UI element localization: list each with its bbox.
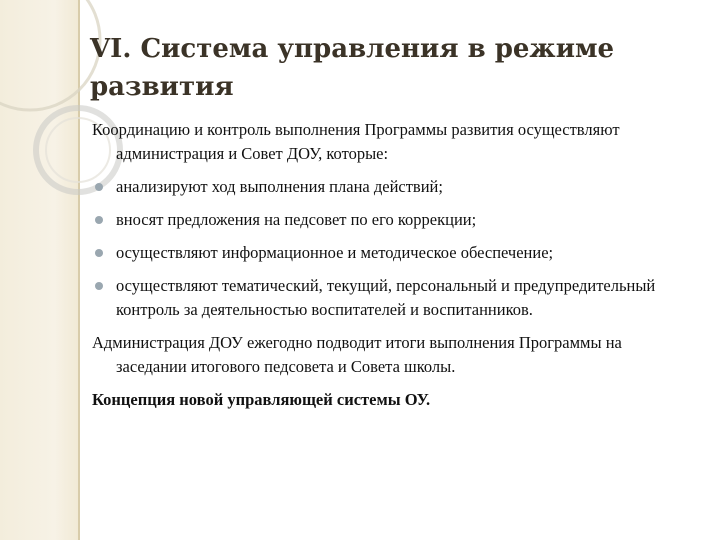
list-item-text: анализируют ход выполнения плана действий;	[116, 177, 443, 196]
bullet-icon	[95, 183, 103, 191]
bullet-icon	[95, 249, 103, 257]
slide-body	[92, 118, 692, 421]
list-item-text: осуществляют тематический, текущий, персональный и предупредительный контроль за деятельностью воспитателей и воспитанников.	[116, 276, 656, 319]
list-item	[92, 208, 692, 232]
intro-paragraph: Координацию и контроль выполнения Программы развития осуществляют администрация и Совет ДОУ, которые:	[92, 120, 620, 163]
slide-title: VI. Система управления в режиме развития	[90, 34, 615, 102]
list-item-text: вносят предложения на педсовет по его коррекции;	[116, 210, 477, 229]
concept-heading: Концепция новой управляющей системы ОУ.	[92, 390, 431, 409]
decorative-ring-large	[0, 0, 100, 110]
list-item-text: осуществляют информационное и методическое обеспечение;	[116, 243, 554, 262]
outro-paragraph: Администрация ДОУ ежегодно подводит итоги выполнения Программы на заседании итогового педсовета и Совета школы.	[92, 333, 622, 376]
bullet-icon	[95, 216, 103, 224]
list-item	[92, 274, 692, 322]
list-item	[92, 175, 692, 199]
bullet-icon	[95, 282, 103, 290]
list-item	[92, 241, 692, 265]
